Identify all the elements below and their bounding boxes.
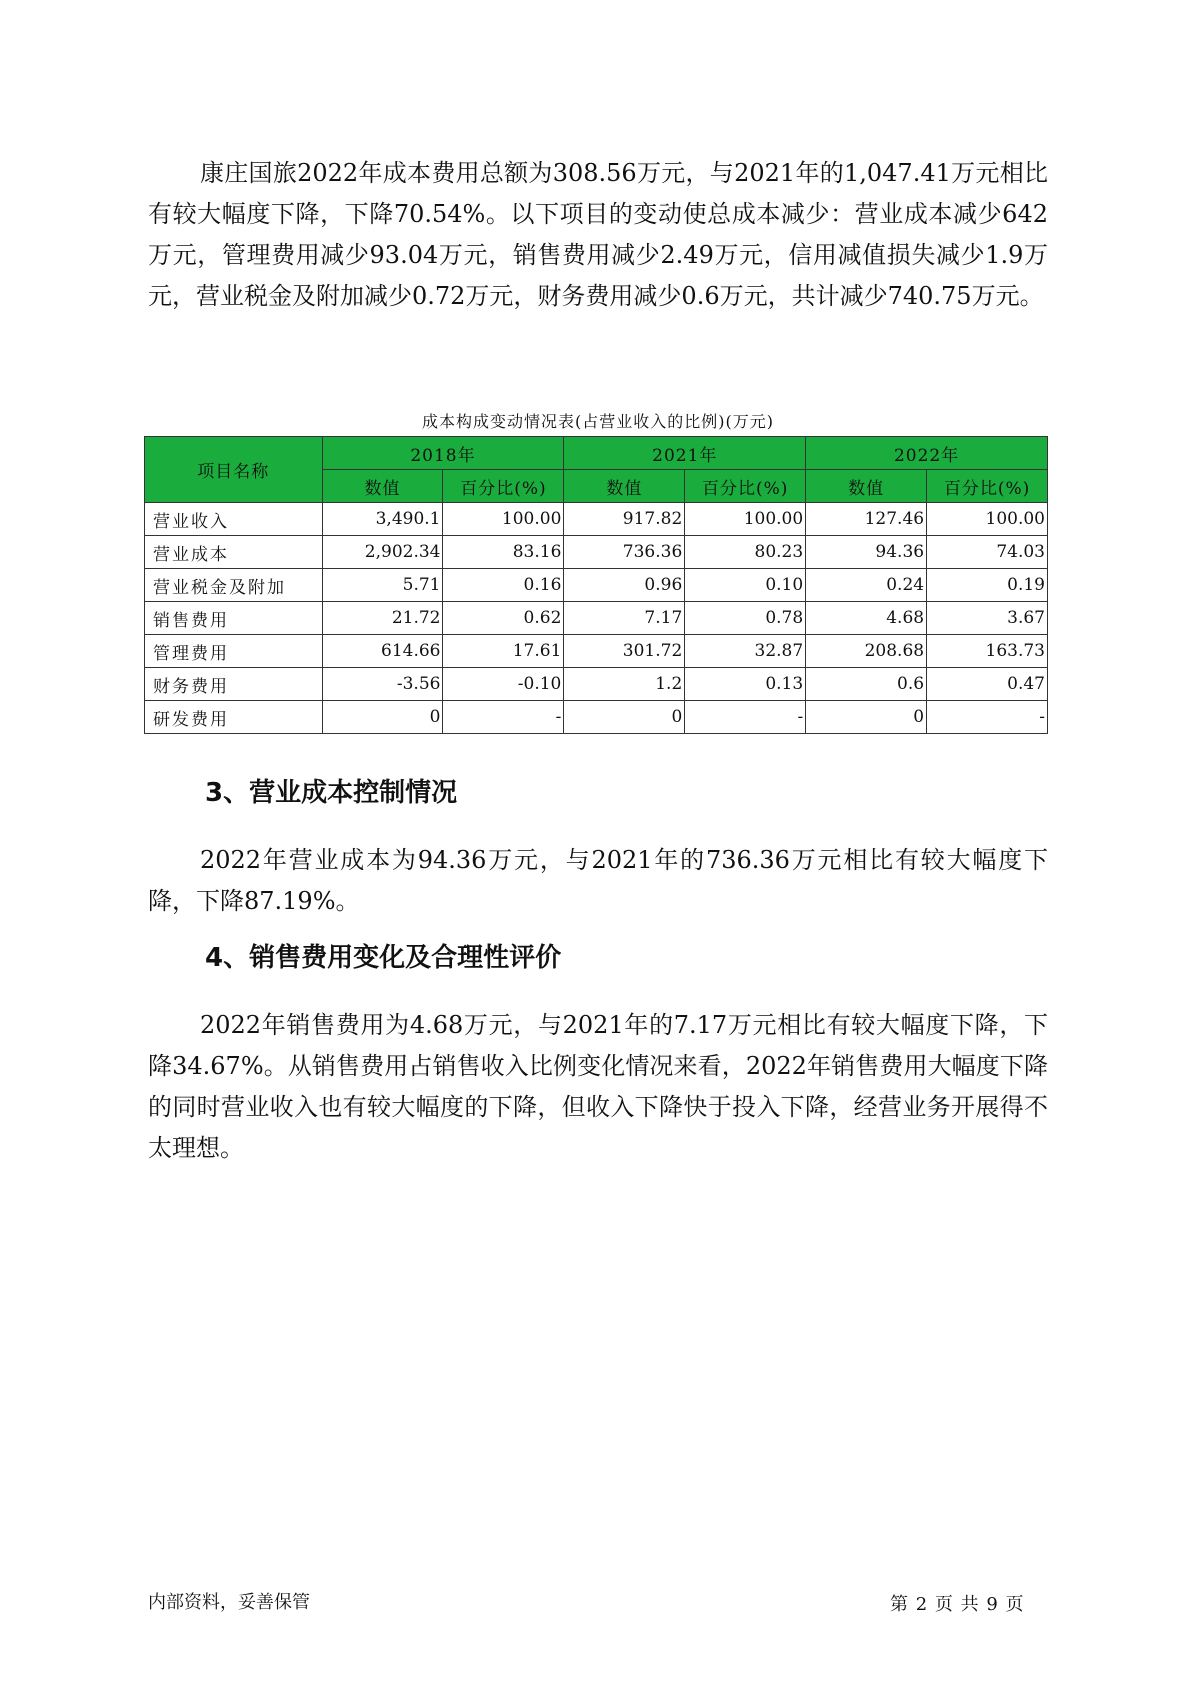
- table-cell: 0.10: [685, 569, 806, 602]
- table-cell: 0.96: [564, 569, 685, 602]
- table-cell: 5.71: [322, 569, 443, 602]
- table-cell: 0.13: [685, 668, 806, 701]
- table-cell: -3.56: [322, 668, 443, 701]
- table-cell: 208.68: [806, 635, 927, 668]
- table-cell: 100.00: [443, 503, 564, 536]
- cost-control-paragraph: 2022年营业成本为94.36万元，与2021年的736.36万元相比有较大幅度下降，下降87.19%。: [148, 846, 1048, 915]
- table-cell: 163.73: [927, 635, 1048, 668]
- table-cell: 917.82: [564, 503, 685, 536]
- table-cell: 100.00: [685, 503, 806, 536]
- table-row: [145, 668, 1048, 701]
- table-cell: 1.2: [564, 668, 685, 701]
- intro-paragraph: 康庄国旅2022年成本费用总额为308.56万元，与2021年的1,047.41万元相比有较大幅度下降，下降70.54%。以下项目的变动使总成本减少：营业成本减少642万元，管理费用减少93.04万元，销售费用减少2.49万元，信用减值损失减少1.9万元，营业税金及附加减少0.72万元，财务费用减少0.6万元，共计减少740.75万元。: [148, 159, 1048, 310]
- year-header-2022: 2022年: [806, 437, 1048, 470]
- table-header-row-years: [145, 437, 1048, 470]
- table-cell: 0.78: [685, 602, 806, 635]
- year-header-2018: 2018年: [322, 437, 564, 470]
- table-cell: 614.66: [322, 635, 443, 668]
- table-cell: 21.72: [322, 602, 443, 635]
- row-label: 研发费用: [145, 701, 323, 734]
- row-label: 营业税金及附加: [145, 569, 323, 602]
- table-row: [145, 536, 1048, 569]
- footer-page-number: 第 2 页 共 9 页: [890, 1594, 1025, 1615]
- table-row: [145, 635, 1048, 668]
- table-cell: 83.16: [443, 536, 564, 569]
- table-cell: 0: [322, 701, 443, 734]
- table-cell: 32.87: [685, 635, 806, 668]
- table-row: [145, 602, 1048, 635]
- cost-structure-table: [144, 436, 1048, 734]
- table-cell: 2,902.34: [322, 536, 443, 569]
- table-cell: 127.46: [806, 503, 927, 536]
- row-label: 财务费用: [145, 668, 323, 701]
- row-label: 营业收入: [145, 503, 323, 536]
- table-cell: 0.6: [806, 668, 927, 701]
- table-row: [145, 569, 1048, 602]
- year-header-2021: 2021年: [564, 437, 806, 470]
- table-row: [145, 503, 1048, 536]
- footer-confidential-note: 内部资料，妥善保管: [148, 1592, 310, 1613]
- table-caption: 成本构成变动情况表(占营业收入的比例)(万元): [422, 412, 774, 431]
- table-row: [145, 701, 1048, 734]
- table-cell: 736.36: [564, 536, 685, 569]
- table-cell: 3.67: [927, 602, 1048, 635]
- table-cell: -: [443, 701, 564, 734]
- table-cell: 4.68: [806, 602, 927, 635]
- table-cell: 17.61: [443, 635, 564, 668]
- table-cell: 94.36: [806, 536, 927, 569]
- percent-header: 百分比(%): [927, 470, 1048, 503]
- value-header: 数值: [564, 470, 685, 503]
- table-cell: 0.19: [927, 569, 1048, 602]
- table-cell: 0: [806, 701, 927, 734]
- table-cell: 0: [564, 701, 685, 734]
- table-cell: 0.47: [927, 668, 1048, 701]
- item-name-header: 项目名称: [145, 437, 323, 503]
- table-cell: 301.72: [564, 635, 685, 668]
- table-cell: -0.10: [443, 668, 564, 701]
- table-cell: -: [685, 701, 806, 734]
- value-header: 数值: [806, 470, 927, 503]
- table-cell: 0.62: [443, 602, 564, 635]
- table-cell: 100.00: [927, 503, 1048, 536]
- table-cell: 74.03: [927, 536, 1048, 569]
- section-heading-sales-expense: 4、销售费用变化及合理性评价: [205, 943, 562, 973]
- percent-header: 百分比(%): [443, 470, 564, 503]
- table-cell: 0.16: [443, 569, 564, 602]
- table-cell: 3,490.1: [322, 503, 443, 536]
- percent-header: 百分比(%): [685, 470, 806, 503]
- row-label: 销售费用: [145, 602, 323, 635]
- row-label: 营业成本: [145, 536, 323, 569]
- sales-expense-paragraph: 2022年销售费用为4.68万元，与2021年的7.17万元相比有较大幅度下降，下降34.67%。从销售费用占销售收入比例变化情况来看，2022年销售费用大幅度下降的同时营业收入也有较大幅度的下降，但收入下降快于投入下降，经营业务开展得不太理想。: [148, 1011, 1048, 1162]
- section-heading-cost-control: 3、营业成本控制情况: [205, 778, 458, 808]
- row-label: 管理费用: [145, 635, 323, 668]
- table-cell: 80.23: [685, 536, 806, 569]
- table-cell: 0.24: [806, 569, 927, 602]
- table-cell: 7.17: [564, 602, 685, 635]
- value-header: 数值: [322, 470, 443, 503]
- table-cell: -: [927, 701, 1048, 734]
